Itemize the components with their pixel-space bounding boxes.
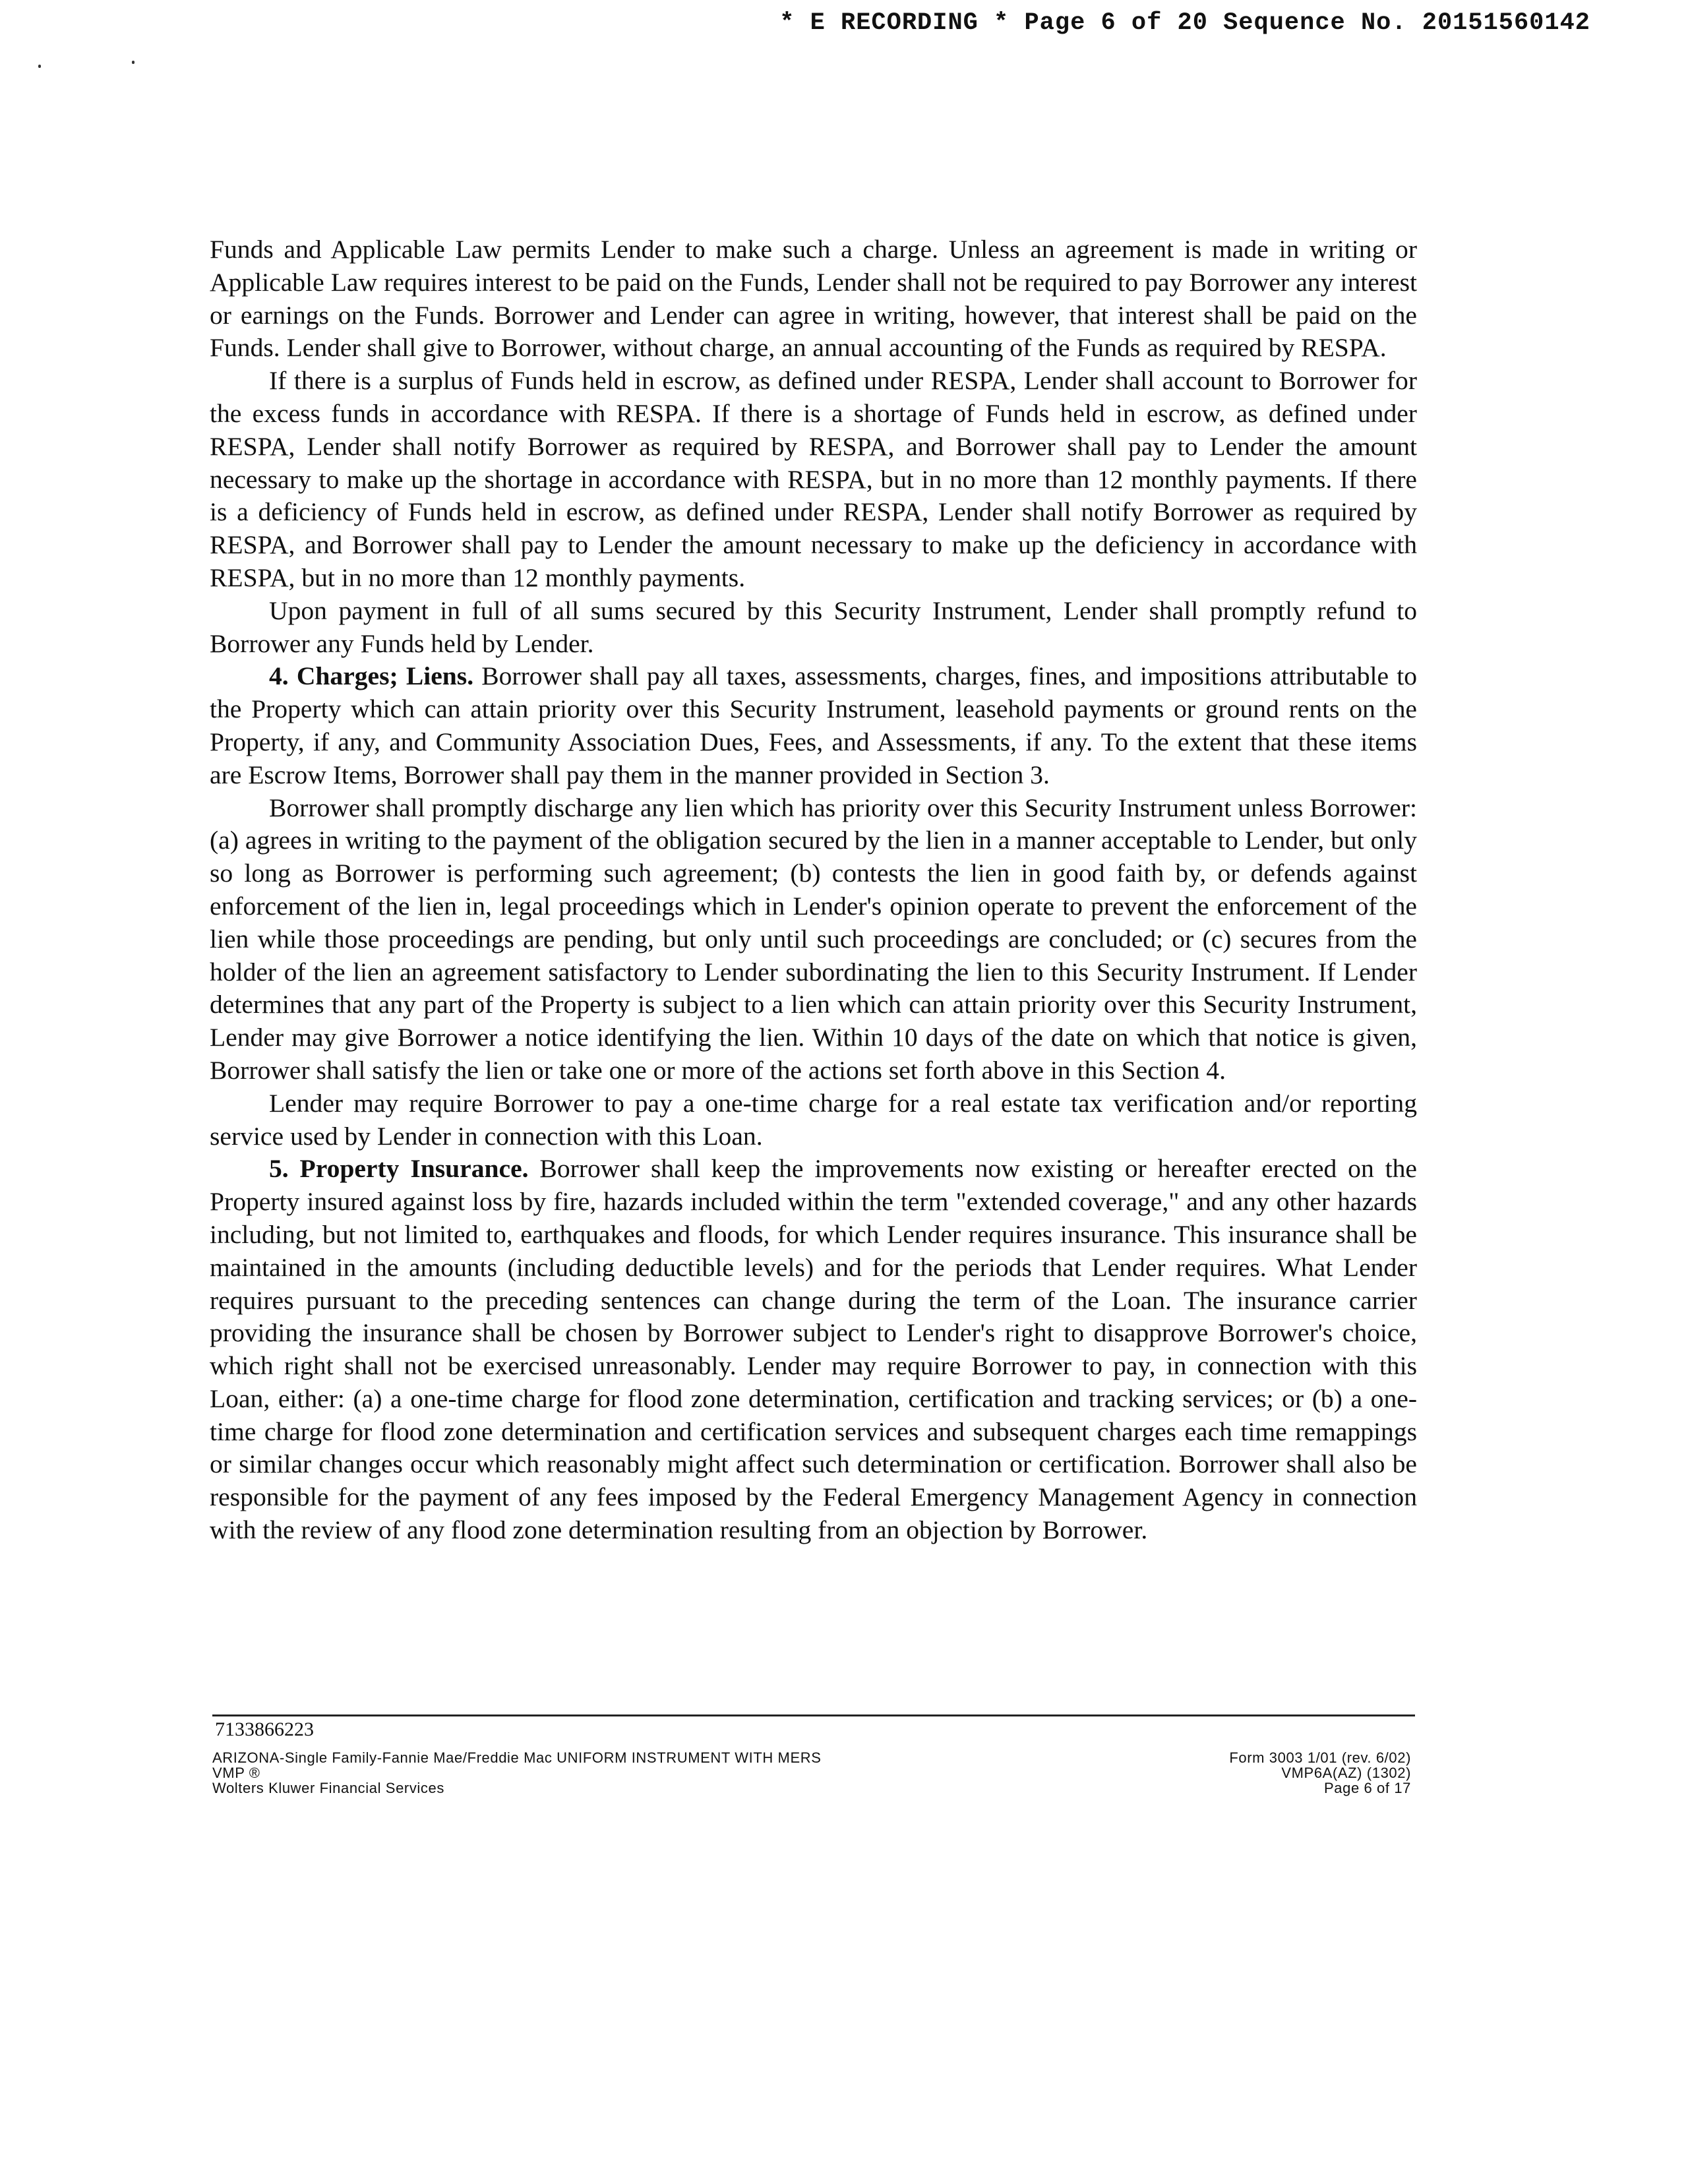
footer-right <box>1229 1750 1411 1796</box>
page-number: Page 6 of 17 <box>1324 1780 1411 1796</box>
section-heading: 4. Charges; Liens. <box>269 661 474 691</box>
section-heading: 5. Property Insurance. <box>269 1154 529 1184</box>
section-4-charges-liens: 4. Charges; Liens. Borrower shall pay all taxes, assessments, charges, fines, and impositions attributable to the Property which can attain priority over this Security Instrument, leasehold payments or ground rents on the Property, if any, and Community Association Dues, Fees, and Assessments, if any. To the extent that these items are Escrow Items, Borrower shall pay them in the manner provided in Section 3. <box>210 661 1417 789</box>
footer-divider <box>212 1714 1415 1716</box>
paragraph-escrow-surplus: If there is a surplus of Funds held in escrow, as defined under RESPA, Lender shall account to Borrower for the excess funds in accordance with RESPA. If there is a shortage of Funds held in escrow, as defined under RESPA, Lender shall notify Borrower as required by RESPA, and Borrower shall pay to Lender the amount necessary to make up the shortage in accordance with RESPA, but in no more than 12 monthly payments. If there is a deficiency of Funds held in escrow, as defined under RESPA, Lender shall notify Borrower as required by RESPA, and Borrower shall pay to Lender the amount necessary to make up the deficiency in accordance with RESPA, but in no more than 12 monthly payments. <box>210 366 1417 592</box>
paragraph-refund: Upon payment in full of all sums secured by this Security Instrument, Lender shall promptly refund to Borrower any Funds held by Lender. <box>210 595 1417 658</box>
paragraph-discharge-lien: Borrower shall promptly discharge any lien which has priority over this Security Instrument unless Borrower: (a) agrees in writing to the payment of the obligation secured by the lien in a manner acceptable to Lender, but only so long as Borrower is performing such agreement; (b) contests the lien in good faith by, or defends against enforcement of the lien in, legal proceedings which in Lender's opinion operate to prevent the enforcement of the lien while those proceedings are pending, but only until such proceedings are concluded; or (c) secures from the holder of the lien an agreement satisfactory to Lender subordinating the lien to this Security Instrument. If Lender determines that any part of the Property is subject to a lien which can attain priority over this Security Instrument, Lender may give Borrower a notice identifying the lien. Within 10 days of the date on which that notice is given, Borrower shall satisfy the lien or take one or more of the actions set forth above in this Section 4. <box>210 793 1417 1085</box>
publisher: Wolters Kluwer Financial Services <box>212 1780 444 1796</box>
section-5-property-insurance: 5. Property Insurance. Borrower shall keep the improvements now existing or hereafter erected on the Property insured against loss by fire, hazards included within the term "extended coverage," and any other hazards including, but not limited to, earthquakes and floods, for which Lender requires insurance. This insurance shall be maintained in the amounts (including deductible levels) and for the periods that Lender requires. What Lender requires pursuant to the preceding sentences can change during the term of the Loan. The insurance carrier providing the insurance shall be chosen by Borrower subject to Lender's right to disapprove Borrower's choice, which right shall not be exercised unreasonably. Lender may require Borrower to pay, in connection with this Loan, either: (a) a one-time charge for flood zone determination, certification and tracking services; or (b) a one-time charge for flood zone determination and certification services and subsequent charges each time remappings or similar changes occur which reasonably might affect such determination or certification. Borrower shall also be responsible for the payment of any fees imposed by the Federal Emergency Management Agency in connection with the review of any flood zone determination resulting from an objection by Borrower. <box>210 1154 1417 1545</box>
paragraph-funds-charge: Funds and Applicable Law permits Lender to make such a charge. Unless an agreement is made in writing or Applicable Law requires interest to be paid on the Funds, Lender shall not be required to pay Borrower any interest or earnings on the Funds. Borrower and Lender can agree in writing, however, that interest shall be paid on the Funds. Lender shall give to Borrower, without charge, an annual accounting of the Funds as required by RESPA. <box>210 235 1417 363</box>
paragraph-tax-verification: Lender may require Borrower to pay a one-time charge for a real estate tax verification and/or reporting service used by Lender in connection with this Loan. <box>210 1088 1417 1151</box>
form-title: ARIZONA-Single Family-Fannie Mae/Freddie Mac UNIFORM INSTRUMENT WITH MERS <box>212 1749 822 1766</box>
scan-specks <box>38 61 144 74</box>
form-number: Form 3003 1/01 (rev. 6/02) <box>1229 1749 1411 1766</box>
recording-stamp: * E RECORDING * Page 6 of 20 Sequence No. 20151560142 <box>779 9 1590 37</box>
document-body <box>210 233 1417 1547</box>
form-code: VMP6A(AZ) (1302) <box>1281 1765 1411 1781</box>
loan-number: 7133866223 <box>215 1718 314 1740</box>
footer-left <box>212 1750 822 1796</box>
vendor-mark: VMP ® <box>212 1765 260 1781</box>
